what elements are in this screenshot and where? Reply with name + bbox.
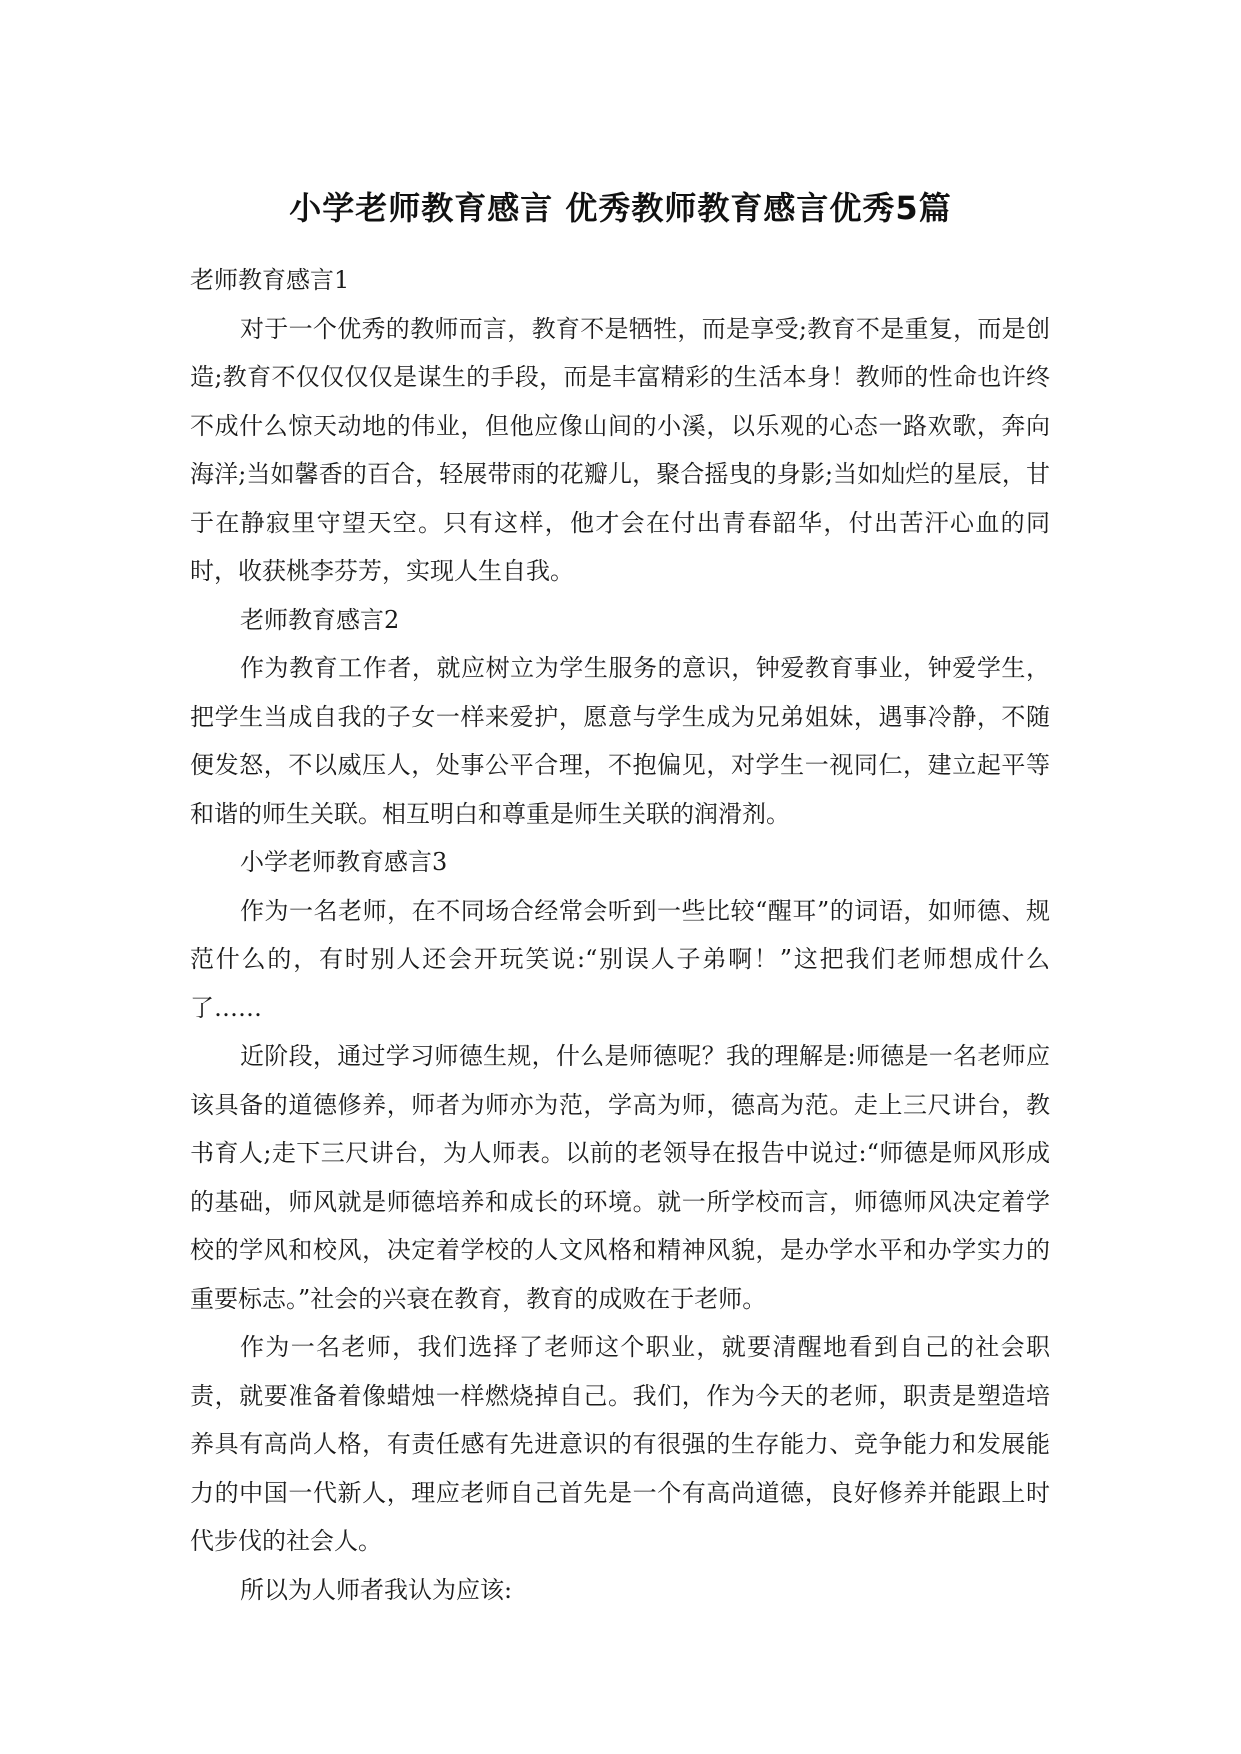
page-title: 小学老师教育感言 优秀教师教育感言优秀5篇 (289, 189, 952, 227)
document-body (190, 256, 1050, 1614)
paragraph: 所以为人师者我认为应该: (240, 1575, 513, 1604)
paragraph: 近阶段，通过学习师德生规，什么是师德呢？我的理解是:师德是一名老师应该具备的道德修养，师者为师亦为范，学高为师，德高为范。走上三尺讲台，教书育人;走下三尺讲台，为人师表。以前的老领导在报告中说过:“师德是师风形成的基础，师风就是师德培养和成长的环境。就一所学校而言，师德师风决定着学校的学风和校风，决定着学校的人文风格和精神风貌，是办学水平和办学实力的重要标志。”社会的兴衰在教育，教育的成败在于老师。 (190, 1042, 1050, 1313)
paragraph: 作为一名老师，在不同场合经常会听到一些比较“醒耳”的词语，如师德、规范什么的，有时别人还会开玩笑说:“别误人子弟啊！”这把我们老师想成什么了…… (190, 896, 1050, 1022)
paragraph: 作为教育工作者，就应树立为学生服务的意识，钟爱教育事业，钟爱学生，把学生当成自我的子女一样来爱护，愿意与学生成为兄弟姐妹，遇事冷静，不随便发怒，不以威压人，处事公平合理，不抱偏见，对学生一视同仁，建立起平等和谐的师生关联。相互明白和尊重是师生关联的润滑剂。 (190, 654, 1050, 828)
section-heading-2: 老师教育感言2 (240, 605, 400, 634)
section-heading-3: 小学老师教育感言3 (240, 848, 448, 876)
section-heading-1: 老师教育感言1 (190, 266, 350, 294)
paragraph: 作为一名老师，我们选择了老师这个职业，就要清醒地看到自己的社会职责，就要准备着像蜡烛一样燃烧掉自己。我们，作为今天的老师，职责是塑造培养具有高尚人格，有责任感有先进意识的有很强的生存能力、竞争能力和发展能力的中国一代新人，理应老师自己首先是一个有高尚道德，良好修养并能跟上时代步伐的社会人。 (190, 1333, 1050, 1555)
paragraph: 对于一个优秀的教师而言，教育不是牺牲，而是享受;教育不是重复，而是创造;教育不仅仅仅仅是谋生的手段，而是丰富精彩的生活本身！教师的性命也许终不成什么惊天动地的伟业，但他应像山间的小溪，以乐观的心态一路欢歌，奔向海洋;当如馨香的百合，轻展带雨的花瓣儿，聚合摇曳的身影;当如灿烂的星辰，甘于在静寂里守望天空。只有这样，他才会在付出青春韶华，付出苦汗心血的同时，收获桃李芬芳，实现人生自我。 (190, 314, 1050, 585)
